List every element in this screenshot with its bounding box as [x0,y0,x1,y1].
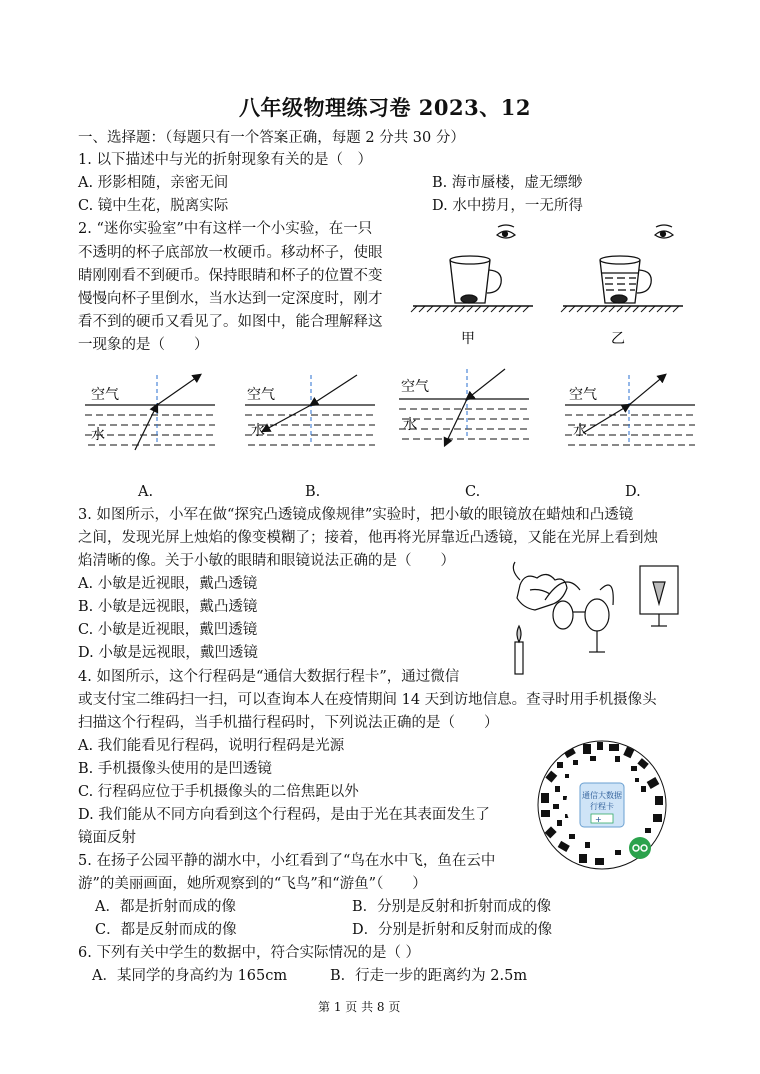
q2-option-a-label: A. [138,484,154,500]
q4-option-b: B. 手机摄像头使用的是凹透镜 [78,761,272,777]
q3-line-3: 焰清晰的像。关于小敏的眼睛和眼镜说法正确的是（ ） [78,553,455,569]
refraction-diagrams [85,365,705,460]
q5-option-d: D．分别是折射和反射而成的像 [352,922,553,938]
q2-line-2: 不透明的杯子底部放一枚硬币。移动杯子，使眼 [78,245,383,261]
q5-option-c: C．都是反射而成的像 [95,922,237,938]
svg-text:水: 水 [251,423,265,439]
figure-label-yi: 乙 [611,331,625,347]
q4-option-a: A. 我们能看见行程码，说明行程码是光源 [78,738,345,754]
cup-experiment-figure [405,215,695,350]
svg-text:空气: 空气 [401,379,429,395]
q3-option-c: C. 小敏是近视眼，戴凹透镜 [78,622,258,638]
q2-line-5: 看不到的硬币又看见了。如图中，能合理解释这 [78,314,383,330]
q4-option-c: C. 行程码应位于手机摄像头的二倍焦距以外 [78,784,359,800]
svg-text:+: + [595,815,602,824]
qr-text-line-1: 通信大数据 [582,791,622,800]
refraction-diagram-d [565,375,695,445]
q5-option-b: B．分别是反射和折射而成的像 [352,899,552,915]
q2-option-d-label: D. [625,484,641,500]
q1-option-a: A. 形影相随，亲密无间 [78,175,229,191]
eye-icon [497,225,515,238]
q1-option-c: C. 镜中生花，脱离实际 [78,198,229,214]
q5-option-a: A．都是折射而成的像 [95,899,236,915]
q3-line-2: 之间，发现光屏上烛焰的像变模糊了；接着，他再将光屏靠近凸透镜，又能在光屏上看到烛 [78,530,658,546]
q2-line-1: 2. “迷你实验室”中有这样一个小实验，在一只 [78,221,373,237]
q2-line-6: 一现象的是（ ） [78,337,209,353]
q1-stem: 1. 以下描述中与光的折射现象有关的是（ ） [78,152,372,168]
svg-text:水: 水 [91,427,105,443]
q4-line-3: 扫描这个行程码，当手机描行程码时，下列说法正确的是（ ） [78,715,499,731]
q4-option-d-line-1: D. 我们能从不同方向看到这个行程码，是由于光在其表面发生了 [78,807,490,823]
svg-text:水: 水 [403,417,417,433]
svg-text:空气: 空气 [569,387,597,403]
figure-label-jia: 甲 [461,331,475,347]
q2-option-b-label: B. [305,484,321,500]
q3-option-a: A. 小敏是近视眼，戴凸透镜 [78,576,258,592]
svg-text:空气: 空气 [91,387,119,403]
q6-option-b: B．行走一步的距离约为 2.5m [330,968,528,984]
section-heading: 一、选择题：（每题只有一个答案正确，每题 2 分共 30 分） [78,130,465,146]
q2-line-3: 睛刚刚看不到硬币。保持眼睛和杯子的位置不变 [78,268,383,284]
svg-text:水: 水 [573,423,587,439]
q4-line-2: 或支付宝二维码扫一扫，可以查询本人在疫情期间 14 天到访地信息。查寻时用手机摄像头 [78,692,657,708]
qr-text-line-2: 行程卡 [590,802,614,811]
q6-option-a: A．某同学的身高约为 165cm [92,968,288,984]
page-title: 八年级物理练习卷 2023、12 [239,95,531,120]
eye-icon [655,225,673,238]
q2-option-c-label: C. [465,484,481,500]
svg-text:空气: 空气 [247,387,275,403]
q2-line-4: 慢慢向杯子里倒水，当水达到一定深度时，刚才 [78,291,383,307]
lens-experiment-figure [505,560,695,680]
trip-code-qr [535,738,670,873]
q5-line-1: 5. 在扬子公园平静的湖水中，小红看到了“鸟在水中飞，鱼在云中 [78,853,496,869]
q1-option-b: B. 海市蜃楼，虚无缥缈 [432,175,583,191]
q3-option-b: B. 小敏是远视眼，戴凸透镜 [78,599,258,615]
refraction-diagram-b [245,375,375,445]
q5-line-2: 游”的美丽画面，她所观察到的“飞鸟”和“游鱼”（ ） [78,876,427,892]
q3-line-1: 3. 如图所示，小军在做“探究凸透镜成像规律”实验时，把小敏的眼镜放在蜡烛和凸透镜 [78,507,634,523]
q4-line-1: 4. 如图所示，这个行程码是“通信大数据行程卡”，通过微信 [78,669,460,685]
refraction-diagram-a [85,375,215,450]
q4-option-d-line-2: 镜面反射 [78,830,136,846]
q1-option-d: D. 水中捞月，一无所得 [432,198,583,214]
page-footer: 第 1 页 共 8 页 [318,1000,401,1014]
refraction-diagram-c [399,369,529,445]
q3-option-d: D. 小敏是远视眼，戴凹透镜 [78,645,258,661]
q6-stem: 6. 下列有关中学生的数据中，符合实际情况的是（ ） [78,945,421,961]
